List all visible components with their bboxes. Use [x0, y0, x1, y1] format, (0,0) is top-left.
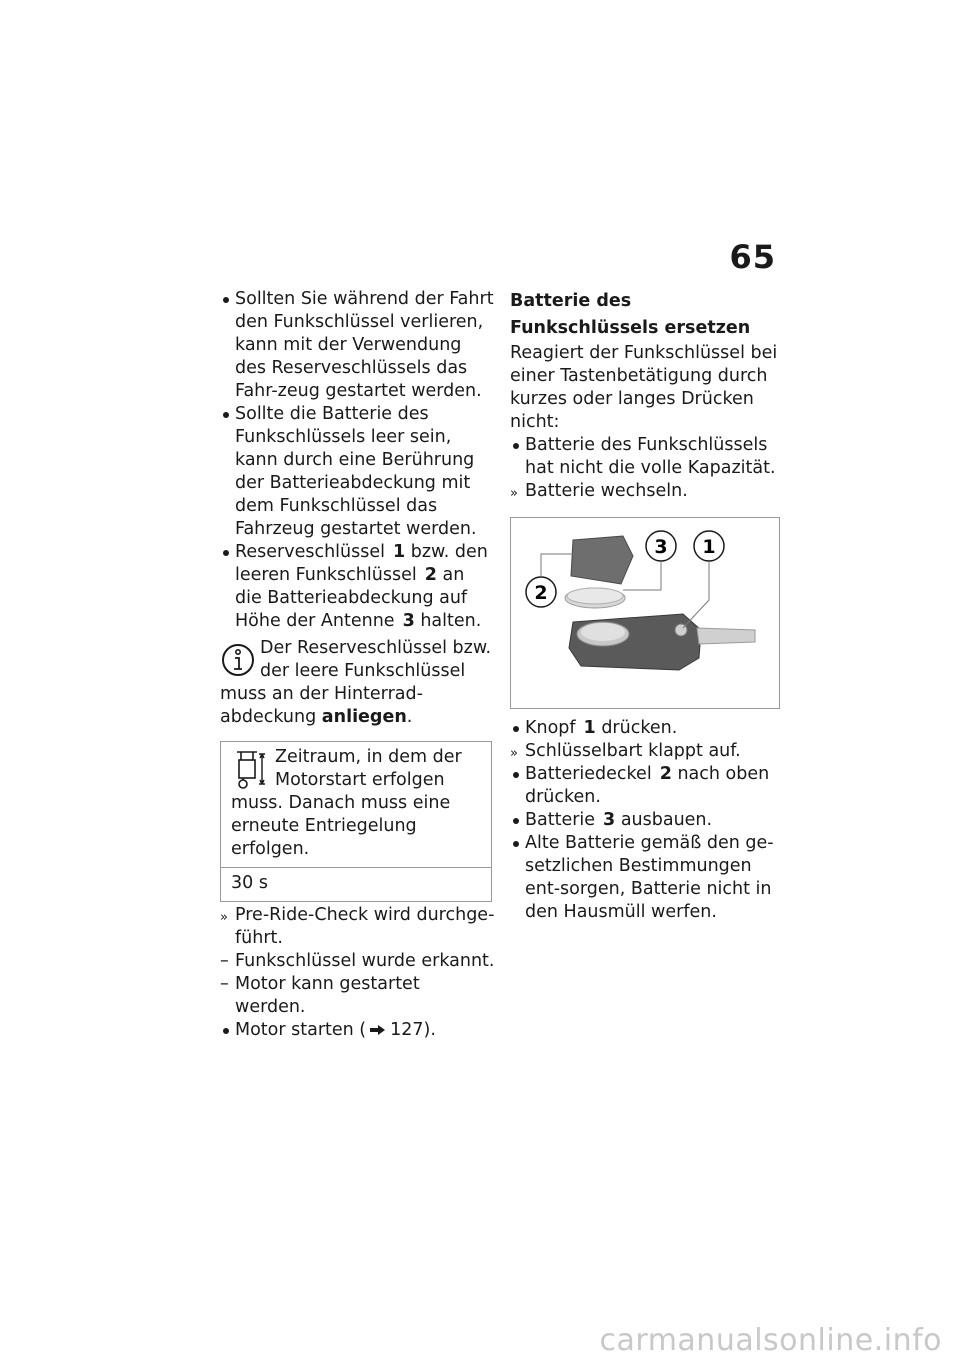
result-arrow-icon: »	[510, 746, 518, 761]
note-bold: anliegen	[321, 707, 407, 727]
bullet-icon	[513, 772, 519, 778]
part-number: 1	[583, 718, 596, 738]
page-number: 65	[729, 238, 776, 276]
bullet-icon	[223, 550, 229, 556]
part-number: 3	[603, 810, 616, 830]
list-item	[510, 717, 785, 740]
result-item	[220, 904, 495, 950]
list-item-text: Reserveschlüssel	[235, 542, 385, 562]
info-table	[220, 741, 492, 902]
list-item-text: Alte Batterie gemäß den ge-setzlichen Bestimmungen ent-sorgen, Batterie nicht in den Hausmüll werfen.	[525, 833, 774, 922]
result-arrow-icon: »	[220, 910, 228, 925]
list-item-text: Sollte die Batterie des Funkschlüssels leer sein, kann durch eine Berührung der Batterieabdeckung mit dem Funkschlüssel das Fahrzeug gestartet werden.	[235, 404, 477, 539]
arrow-reference-icon	[369, 1024, 387, 1036]
list-item-text: drücken.	[601, 718, 678, 738]
result-text: Schlüsselbart klappt auf.	[525, 741, 741, 761]
note-end: .	[406, 707, 413, 727]
list-item-text: ausbauen.	[620, 810, 713, 830]
dash-icon: –	[220, 951, 229, 971]
result-text: Pre-Ride-Check wird durchge-führt.	[235, 905, 495, 948]
section-heading: Batterie des Funkschlüssels ersetzen	[510, 291, 751, 338]
part-number: 1	[393, 542, 406, 562]
left-column	[220, 288, 495, 1042]
result-text: Batterie wechseln.	[525, 481, 688, 501]
key-battery-figure	[510, 517, 780, 709]
list-item	[510, 809, 785, 832]
right-column	[510, 288, 785, 924]
list-item	[220, 541, 495, 633]
dash-item	[220, 950, 495, 973]
list-item-text: Knopf	[525, 718, 576, 738]
list-item	[510, 763, 785, 809]
intro-text: Reagiert der Funkschlüssel bei einer Tastenbetätigung durch kurzes oder langes Drücken nicht:	[510, 343, 778, 432]
info-icon	[220, 641, 256, 679]
table-description: Zeitraum, in dem der Motorstart erfolgen muss. Danach muss eine erneute Entriegelung erfolgen.	[231, 747, 462, 859]
result-arrow-icon: »	[510, 486, 518, 501]
list-item-text: halten.	[420, 611, 482, 631]
list-item-text: bzw. den leeren Funkschlüssel	[235, 542, 488, 585]
page-reference[interactable]: 127	[390, 1020, 424, 1040]
watermark: carmanualsonline.info	[599, 1323, 942, 1358]
list-item-text: Sollten Sie während der Fahrt den Funkschlüssel verlieren, kann mit der Verwendung des Reserveschlüssels das Fahr-zeug gestartet werden.	[235, 289, 494, 401]
table-description-cell	[221, 742, 491, 867]
list-item-end: ).	[423, 1020, 436, 1040]
list-item	[510, 832, 785, 924]
list-item-text: Batteriedeckel	[525, 764, 652, 784]
bullet-icon	[223, 1028, 229, 1034]
result-item	[510, 480, 785, 503]
list-item-text: Motor starten (	[235, 1020, 367, 1040]
table-value: 30 s	[231, 873, 268, 893]
bullet-icon	[223, 412, 229, 418]
part-number: 2	[659, 764, 672, 784]
callout-label: 3	[654, 536, 668, 558]
dash-icon: –	[220, 974, 229, 994]
callout-label: 2	[534, 582, 548, 604]
list-item	[220, 288, 495, 403]
bullet-icon	[513, 818, 519, 824]
dash-text: Funkschlüssel wurde erkannt.	[235, 951, 495, 971]
part-number: 3	[402, 611, 415, 631]
list-item-text: Batterie des Funkschlüssels hat nicht die volle Kapazität.	[525, 435, 776, 478]
bullet-icon	[223, 297, 229, 303]
table-value-cell	[221, 867, 491, 901]
part-number: 2	[424, 565, 437, 585]
list-item-text: an die Batterieabdeckung auf Höhe der Antenne	[235, 565, 468, 631]
list-item	[220, 403, 495, 541]
key-illustration	[511, 518, 779, 708]
note-text: Der Reserveschlüssel bzw. der leere Funkschlüssel muss an der Hinterrad-abdeckung	[220, 638, 492, 727]
list-item	[510, 434, 785, 480]
info-note	[220, 637, 495, 729]
stopwatch-tool-icon	[231, 746, 269, 792]
callout-label: 1	[702, 536, 716, 558]
dash-text: Motor kann gestartet werden.	[235, 974, 420, 1017]
bullet-icon	[513, 726, 519, 732]
list-item-text: nach oben drücken.	[525, 764, 770, 807]
list-item	[220, 1019, 495, 1042]
result-item	[510, 740, 785, 763]
bullet-icon	[513, 443, 519, 449]
dash-item	[220, 973, 495, 1019]
bullet-icon	[513, 841, 519, 847]
list-item-text: Batterie	[525, 810, 596, 830]
